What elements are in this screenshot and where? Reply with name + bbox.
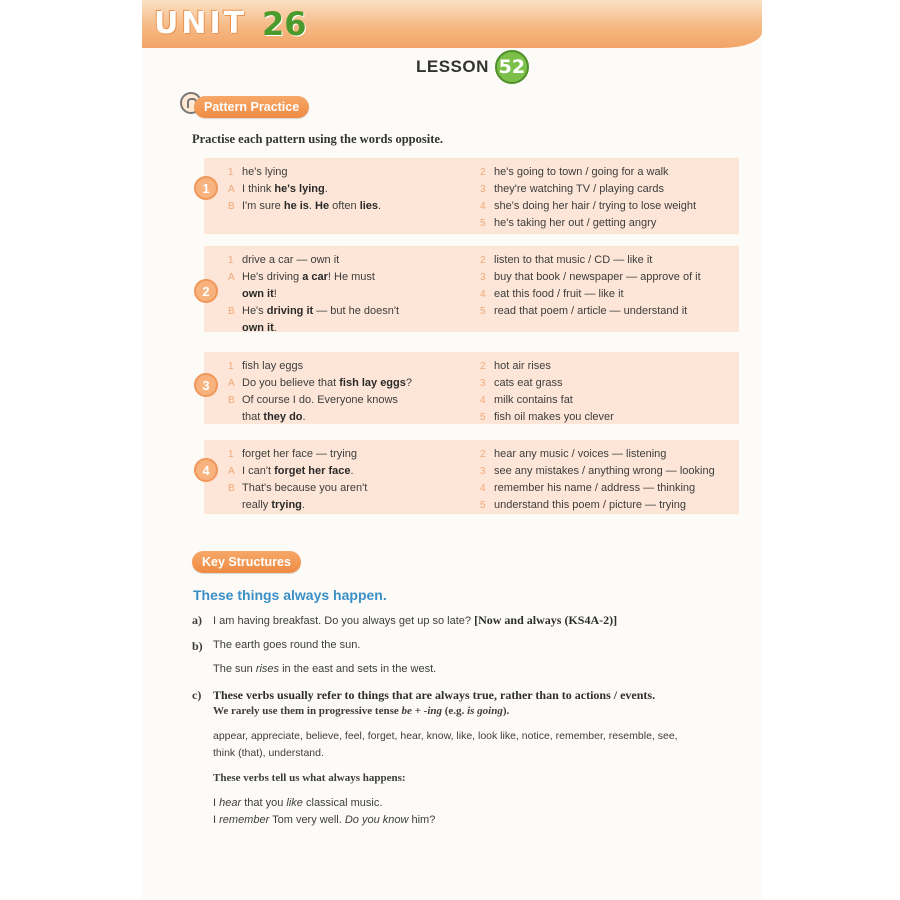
key-structures-heading: Key Structures [192,551,301,573]
pattern-box-4 [204,440,739,514]
pattern-line: 5 read that poem / article — understand it [480,305,688,317]
pattern-line: 3 cats eat grass [480,377,563,389]
pattern-right-column [480,252,735,320]
pattern-line: 1 forget her face — trying [228,448,357,460]
pattern-line: B That's because you aren't [228,482,368,494]
pattern-line: 5 fish oil makes you clever [480,411,614,423]
unit-word: UNIT [154,6,248,41]
instruction-text: Practise each pattern using the words opposite. [192,132,444,146]
lesson-title [416,50,529,84]
key-structure-c: c) These verbs usually refer to things that are always true, rather than to actions / events. [192,688,656,702]
pattern-line: A Do you believe that fish lay eggs? [228,377,412,389]
pattern-line: 3 see any mistakes / anything wrong — looking [480,465,715,477]
pattern-line: that they do. [242,411,306,423]
pattern-line: B I'm sure he is. He often lies. [228,200,382,212]
unit-banner [142,0,762,48]
pattern-line: 2 hot air rises [480,360,551,372]
pattern-line: 4 remember his name / address — thinking [480,482,696,494]
pattern-line: A I think he's lying. [228,183,328,195]
key-structures-subheading: These things always happen. [193,587,387,603]
pattern-line: 3 they're watching TV / playing cards [480,183,665,195]
lesson-number-badge: 52 [495,50,529,84]
pattern-left-column [228,164,428,215]
pattern-line: 4 eat this food / fruit — like it [480,288,624,300]
pattern-line: 4 milk contains fat [480,394,573,406]
key-structure-b: b) The earth goes round the sun. [192,639,361,653]
pattern-number-3: 3 [194,373,218,397]
pattern-line: 5 he's taking her out / getting angry [480,217,657,229]
pattern-number-2: 2 [194,279,218,303]
key-structure-a: a) I am having breakfast. Do you always get up so late? [Now and always (KS4A-2)] [192,613,618,627]
pattern-right-column [480,358,735,426]
pattern-number-1: 1 [194,176,218,200]
pattern-right-column [480,446,735,514]
pattern-line: 1 drive a car — own it [228,254,340,266]
key-structure-b-example: The sun rises in the east and sets in the west. [213,663,437,675]
pattern-line: A I can't forget her face. [228,465,354,477]
key-structure-c-line2: We rarely use them in progressive tense be + -ing (e.g. is going). [213,705,510,717]
unit-number: 26 [262,5,307,43]
verb-list-line-1: appear, appreciate, believe, feel, forget, hear, know, like, look like, notice, remember, resemble, see, [213,730,678,742]
pattern-line: A He's driving a car! He must [228,271,375,283]
example-sentence-1: I hear that you like classical music. [213,797,383,809]
pattern-line: 1 fish lay eggs [228,360,304,372]
pattern-practice-heading: Pattern Practice [194,96,309,118]
pattern-line: 4 she's doing her hair / trying to lose weight [480,200,697,212]
pattern-box-2 [204,246,739,332]
pattern-line: B He's driving it — but he doesn't [228,305,400,317]
pattern-line: 2 listen to that music / CD — like it [480,254,653,266]
pattern-line: 2 hear any music / voices — listening [480,448,667,460]
pattern-line: 2 he's going to town / going for a walk [480,166,669,178]
pattern-line: 1 he's lying [228,166,288,178]
pattern-line: own it. [242,322,277,334]
pattern-box-3 [204,352,739,424]
pattern-box-1 [204,158,739,234]
pattern-number-4: 4 [194,458,218,482]
pattern-line: 5 understand this poem / picture — trying [480,499,686,511]
pattern-left-column [228,252,428,337]
lesson-word: LESSON [416,57,489,76]
pattern-line: own it! [242,288,277,300]
pattern-right-column [480,164,735,232]
pattern-left-column [228,446,428,514]
pattern-line: 3 buy that book / newspaper — approve of it [480,271,701,283]
verb-list-line-2: think (that), understand. [213,747,324,759]
pattern-line: really trying. [242,499,305,511]
pattern-line: B Of course I do. Everyone knows [228,394,398,406]
pattern-left-column [228,358,428,426]
textbook-page [142,0,762,900]
example-sentence-2: I remember Tom very well. Do you know him? [213,814,436,826]
verbs-tell-heading: These verbs tell us what always happens: [213,772,406,784]
